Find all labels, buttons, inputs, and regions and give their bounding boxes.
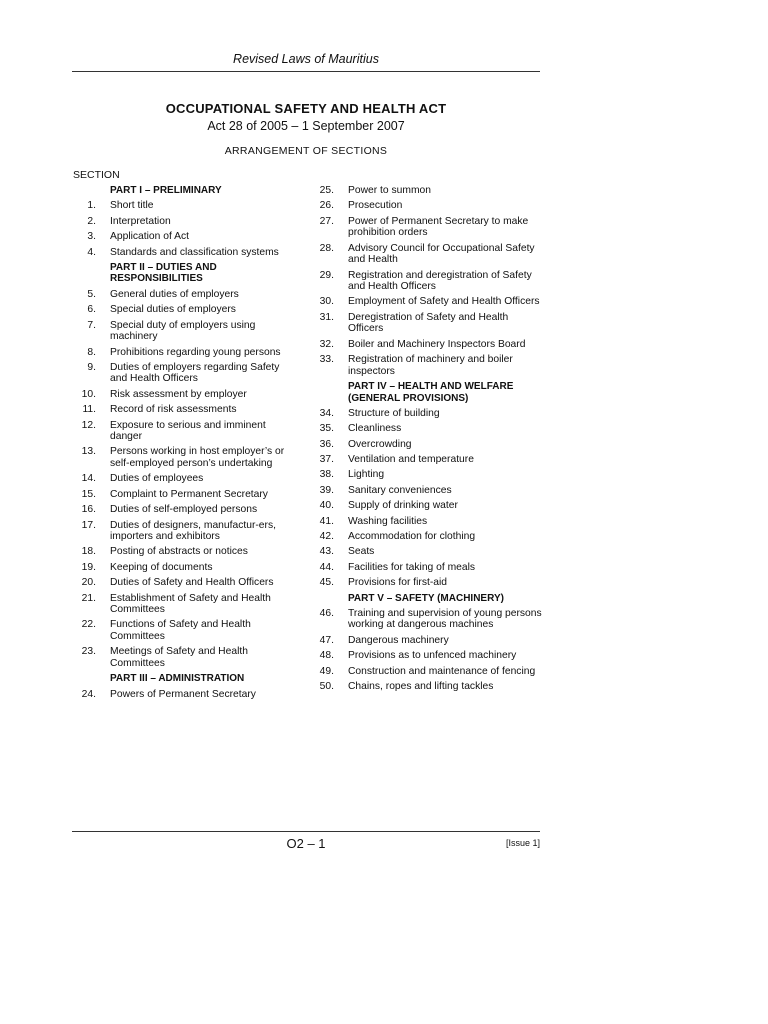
section-number: 10. <box>81 388 96 400</box>
section-entry <box>72 577 298 589</box>
section-title: Cleanliness <box>348 423 402 435</box>
section-number: 23. <box>81 646 96 658</box>
section-number: 50. <box>319 681 334 693</box>
section-title: Registration and deregistration of Safety and Health Officers <box>348 269 532 293</box>
section-title: Establishment of Safety and Health Committees <box>110 592 271 616</box>
section-entry <box>310 531 542 543</box>
section-entry <box>310 185 542 197</box>
section-entry <box>310 216 542 239</box>
section-number: 19. <box>81 561 96 573</box>
part-heading <box>72 673 298 685</box>
section-entry <box>72 619 298 642</box>
section-number: 3. <box>87 231 96 243</box>
section-entry <box>72 546 298 558</box>
section-title: Seats <box>348 546 375 558</box>
section-entry <box>310 666 542 678</box>
section-title: Deregistration of Safety and Health Officers <box>348 311 509 335</box>
act-title: OCCUPATIONAL SAFETY AND HEALTH ACT <box>165 101 447 116</box>
section-number: 38. <box>319 469 334 481</box>
section-number: 5. <box>87 288 96 300</box>
right-column <box>310 185 542 696</box>
section-number: 13. <box>81 446 96 458</box>
section-number: 17. <box>81 519 96 531</box>
section-number: 11. <box>82 404 96 416</box>
section-title: Power of Permanent Secretary to make prohibition orders <box>348 215 529 239</box>
section-entry <box>310 354 542 377</box>
section-entry <box>72 562 298 574</box>
section-title: Lighting <box>348 469 385 481</box>
section-entry <box>310 408 542 420</box>
section-number: 37. <box>319 454 334 466</box>
section-number: 29. <box>319 269 334 281</box>
part-heading-text: PART II – DUTIES AND RESPONSIBILITIES <box>110 261 217 285</box>
section-title: Interpretation <box>110 215 171 227</box>
part-heading-text: PART IV – HEALTH AND WELFARE (GENERAL PROVISIONS) <box>348 381 514 404</box>
section-label: SECTION <box>73 169 120 181</box>
section-entry <box>310 562 542 574</box>
section-number: 44. <box>319 561 334 573</box>
section-title: Duties of employees <box>110 473 204 485</box>
section-title: Powers of Permanent Secretary <box>110 688 256 700</box>
section-title: Ventilation and temperature <box>348 454 474 466</box>
part-heading <box>310 381 542 404</box>
section-title: Risk assessment by employer <box>110 388 247 400</box>
section-title: Keeping of documents <box>110 561 213 573</box>
section-entry <box>72 200 298 212</box>
section-entry <box>310 296 542 308</box>
header-rule <box>72 71 540 72</box>
section-entry <box>72 520 298 543</box>
section-entry <box>72 689 298 701</box>
section-number: 39. <box>319 484 334 496</box>
section-number: 34. <box>319 407 334 419</box>
section-title: Power to summon <box>348 185 431 196</box>
running-head: Revised Laws of Mauritius <box>233 52 379 66</box>
section-entry <box>310 339 542 351</box>
section-entry <box>72 646 298 669</box>
section-title: Supply of drinking water <box>348 500 458 512</box>
section-number: 35. <box>319 423 334 435</box>
section-title: Prohibitions regarding young persons <box>110 346 281 358</box>
section-title: Overcrowding <box>348 438 412 450</box>
section-title: Duties of designers, manufactur-ers, importers and exhibitors <box>110 519 276 543</box>
section-number: 12. <box>81 419 96 431</box>
part-heading <box>310 593 542 605</box>
section-entry <box>310 454 542 466</box>
section-title: Sanitary conveniences <box>348 484 452 496</box>
section-entry <box>72 216 298 228</box>
section-number: 16. <box>81 504 96 516</box>
section-entry <box>310 469 542 481</box>
section-number: 49. <box>319 665 334 677</box>
page-folio: O2 – 1 <box>286 836 326 851</box>
section-title: Duties of employers regarding Safety and Health Officers <box>110 361 280 385</box>
part-heading <box>72 262 298 285</box>
section-entry <box>310 312 542 335</box>
section-number: 48. <box>319 650 334 662</box>
section-entry <box>310 423 542 435</box>
section-number: 43. <box>319 546 334 558</box>
section-number: 7. <box>87 319 96 331</box>
section-number: 2. <box>87 215 96 227</box>
section-entry <box>310 635 542 647</box>
section-title: Advisory Council for Occupational Safety and Health <box>348 242 535 266</box>
section-entry <box>72 420 298 443</box>
section-number: 9. <box>87 361 96 373</box>
section-entry <box>310 650 542 662</box>
section-entry <box>72 504 298 516</box>
section-number: 25. <box>319 185 334 196</box>
section-number: 36. <box>319 438 334 450</box>
arrangement-heading: ARRANGEMENT OF SECTIONS <box>224 145 388 157</box>
section-number: 14. <box>81 473 96 485</box>
section-entry <box>72 247 298 259</box>
section-title: Washing facilities <box>348 515 428 527</box>
section-title: Provisions for first-aid <box>348 577 447 589</box>
section-title: Special duty of employers using machinery <box>110 319 256 343</box>
section-title: Posting of abstracts or notices <box>110 546 248 558</box>
section-title: Chains, ropes and lifting tackles <box>348 681 494 693</box>
section-entry <box>310 577 542 589</box>
section-number: 41. <box>319 515 334 527</box>
section-number: 31. <box>319 311 334 323</box>
section-title: Meetings of Safety and Health Committees <box>110 646 248 669</box>
section-title: Duties of Safety and Health Officers <box>110 577 274 589</box>
section-number: 24. <box>81 688 96 700</box>
section-number: 20. <box>81 577 96 589</box>
part-heading <box>72 185 298 197</box>
section-entry <box>310 270 542 293</box>
section-number: 46. <box>319 607 334 619</box>
section-title: Boiler and Machinery Inspectors Board <box>348 338 526 350</box>
section-title: Special duties of employers <box>110 304 236 316</box>
section-title: Construction and maintenance of fencing <box>348 665 536 677</box>
section-number: 1. <box>87 200 96 212</box>
section-entry <box>72 304 298 316</box>
issue-label: [Issue 1] <box>505 838 540 848</box>
section-entry <box>310 200 542 212</box>
section-number: 28. <box>319 242 334 254</box>
section-entry <box>310 516 542 528</box>
left-column <box>72 185 298 704</box>
section-entry <box>72 389 298 401</box>
section-number: 32. <box>319 338 334 350</box>
section-number: 33. <box>319 354 334 366</box>
section-title: Structure of building <box>348 407 440 419</box>
section-title: General duties of employers <box>110 288 239 300</box>
section-entry <box>72 593 298 616</box>
section-number: 30. <box>319 296 334 308</box>
section-title: Accommodation for clothing <box>348 531 476 543</box>
section-title: Prosecution <box>348 200 403 212</box>
section-title: Training and supervision of young persons working at dangerous machines <box>348 607 542 631</box>
section-title: Standards and classification systems <box>110 246 279 258</box>
section-number: 21. <box>81 592 96 604</box>
section-number: 27. <box>319 215 334 227</box>
section-title: Dangerous machinery <box>348 634 449 646</box>
section-entry <box>72 404 298 416</box>
section-title: Facilities for taking of meals <box>348 561 476 573</box>
section-title: Complaint to Permanent Secretary <box>110 488 268 500</box>
section-entry <box>72 320 298 343</box>
section-entry <box>72 347 298 359</box>
section-title: Short title <box>110 200 154 212</box>
act-subtitle: Act 28 of 2005 – 1 September 2007 <box>207 119 405 133</box>
section-entry <box>72 289 298 301</box>
section-entry <box>72 473 298 485</box>
section-number: 8. <box>87 346 96 358</box>
section-title: Functions of Safety and Health Committees <box>110 619 251 642</box>
section-title: Record of risk assessments <box>110 404 237 416</box>
section-entry <box>310 681 542 693</box>
footer-rule <box>72 831 540 832</box>
section-title: Provisions as to unfenced machinery <box>348 650 517 662</box>
section-entry <box>310 608 542 631</box>
section-number: 4. <box>87 246 96 258</box>
section-entry <box>310 546 542 558</box>
section-number: 42. <box>319 531 334 543</box>
section-entry <box>72 231 298 243</box>
section-entry <box>310 500 542 512</box>
section-number: 45. <box>319 577 334 589</box>
section-entry <box>310 243 542 266</box>
section-number: 40. <box>319 500 334 512</box>
section-entry <box>310 439 542 451</box>
section-title: Duties of self-employed persons <box>110 504 258 516</box>
section-entry <box>72 362 298 385</box>
section-title: Persons working in host employer’s or self-employed person’s undertaking <box>110 446 285 469</box>
part-heading-text: PART V – SAFETY (MACHINERY) <box>348 592 504 604</box>
section-title: Employment of Safety and Health Officers <box>348 296 540 308</box>
section-number: 15. <box>81 488 96 500</box>
section-entry <box>310 485 542 497</box>
section-number: 47. <box>319 634 334 646</box>
section-number: 26. <box>319 200 334 212</box>
part-heading-text: PART I – PRELIMINARY <box>110 185 222 196</box>
section-number: 22. <box>81 619 96 631</box>
section-entry <box>72 489 298 501</box>
section-title: Application of Act <box>110 231 189 243</box>
section-number: 6. <box>87 304 96 316</box>
section-title: Exposure to serious and imminent danger <box>110 419 266 443</box>
section-title: Registration of machinery and boiler inspectors <box>348 354 513 377</box>
section-number: 18. <box>81 546 96 558</box>
section-entry <box>72 446 298 469</box>
part-heading-text: PART III – ADMINISTRATION <box>110 673 245 685</box>
